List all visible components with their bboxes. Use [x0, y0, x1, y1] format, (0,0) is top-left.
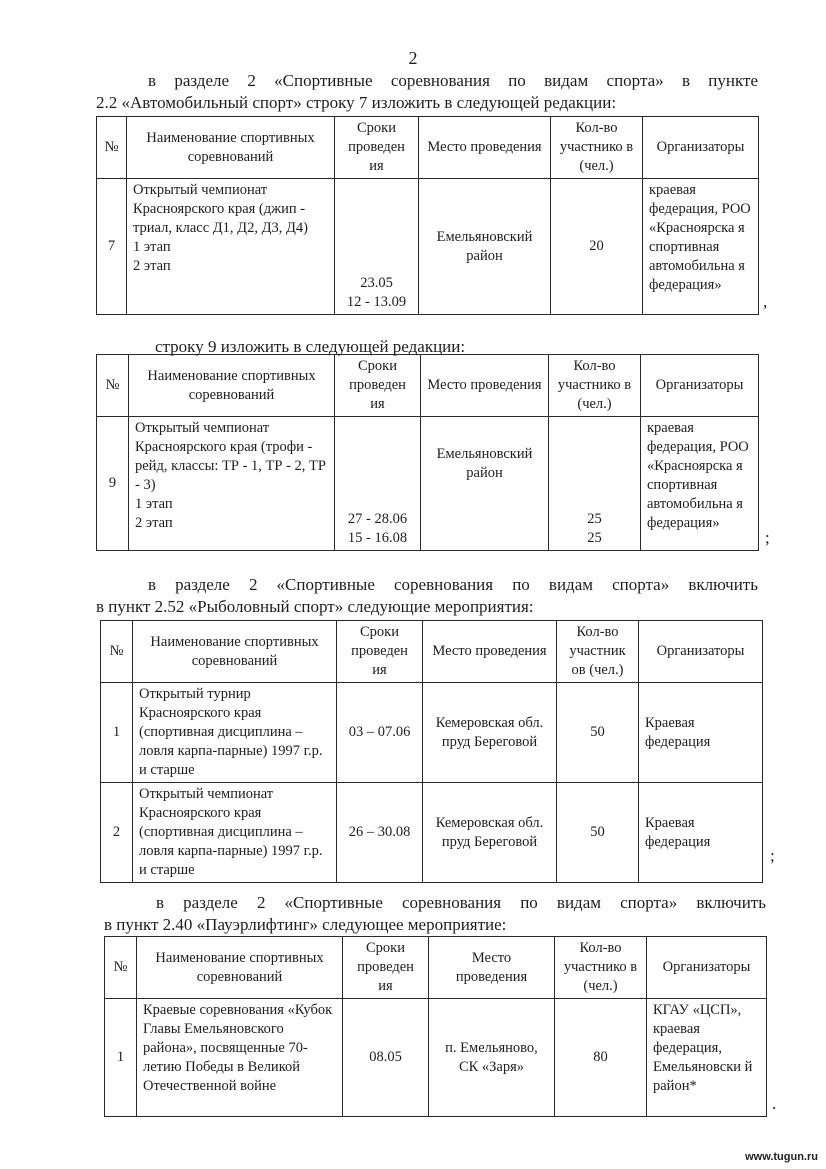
header-org: Организаторы: [647, 937, 767, 999]
cell-org: Краевая федерация: [639, 783, 763, 883]
table-header-row: [97, 117, 759, 179]
table-row: [97, 179, 759, 315]
header-org: Организаторы: [643, 117, 759, 179]
cell-count: 20: [551, 179, 643, 315]
header-org: Организаторы: [641, 355, 759, 417]
table-header-row: [105, 937, 767, 999]
cell-name: Открытый турнир Красноярского края (спортивная дисциплина – ловля карпа-парные) 1997 г.р. и старше: [133, 683, 337, 783]
intro-paragraph-4-line-1: в разделе 2 «Спортивные соревнования по видам спорта» включить: [156, 893, 766, 912]
table-header-row: [101, 621, 763, 683]
header-dates: Сроки проведен ия: [335, 355, 421, 417]
header-name: Наименование спортивных соревнований: [133, 621, 337, 683]
header-num: №: [101, 621, 133, 683]
cell-org: краевая федерация, РОО «Красноярска я спортивная автомобильна я федерация»: [641, 417, 759, 551]
cell-dates: 08.05: [343, 999, 429, 1117]
cell-num: 1: [105, 999, 137, 1117]
cell-org: Краевая федерация: [639, 683, 763, 783]
table-2-trailing-punctuation: ;: [765, 528, 770, 547]
intro-paragraph-4: [104, 892, 766, 936]
header-name: Наименование спортивных соревнований: [127, 117, 335, 179]
cell-name: Открытый чемпионат Красноярского края (трофи - рейд, классы: ТР - 1, ТР - 2, ТР - 3) 1 этап 2 этап: [129, 417, 335, 551]
header-num: №: [97, 117, 127, 179]
intro-paragraph-3-line-2: в пункт 2.52 «Рыболовный спорт» следующие мероприятия:: [96, 597, 534, 616]
cell-num: 1: [101, 683, 133, 783]
header-count: Кол-во участнико в (чел.): [555, 937, 647, 999]
cell-dates: 26 – 30.08: [337, 783, 423, 883]
page-number: 2: [408, 48, 418, 68]
table-row: [97, 417, 759, 551]
cell-place: п. Емельяново, СК «Заря»: [429, 999, 555, 1117]
header-count: Кол-во участнико в (чел.): [549, 355, 641, 417]
table-4-trailing-punctuation: .: [772, 1094, 777, 1113]
cell-org: КГАУ «ЦСП», краевая федерация, Емельяновски й район*: [647, 999, 767, 1117]
cell-num: 7: [97, 179, 127, 315]
header-name: Наименование спортивных соревнований: [137, 937, 343, 999]
header-dates: Сроки проведен ия: [337, 621, 423, 683]
intro-paragraph-3-line-1: в разделе 2 «Спортивные соревнования по видам спорта» включить: [148, 575, 758, 594]
table-fishing-sport: [100, 620, 763, 883]
table-row: [101, 783, 763, 883]
header-dates: Сроки проведен ия: [335, 117, 419, 179]
table-auto-sport-row-9: [96, 354, 759, 551]
cell-dates: 23.05 12 - 13.09: [335, 179, 419, 315]
table-3-trailing-punctuation: ;: [770, 846, 775, 865]
cell-name: Краевые соревнования «Кубок Главы Емельяновского района», посвященные 70-летию Победы в Великой Отечественной войне: [137, 999, 343, 1117]
table-row: [101, 683, 763, 783]
intro-paragraph-2: строку 9 изложить в следующей редакции:: [155, 337, 466, 356]
cell-count: 50: [557, 783, 639, 883]
table-1-trailing-punctuation: ,: [763, 292, 768, 311]
cell-num: 9: [97, 417, 129, 551]
header-num: №: [105, 937, 137, 999]
header-place: Место проведения: [421, 355, 549, 417]
cell-org: краевая федерация, РОО «Красноярска я спортивная автомобильна я федерация»: [643, 179, 759, 315]
table-header-row: [97, 355, 759, 417]
site-watermark: www.tugun.ru: [745, 1151, 818, 1163]
intro-paragraph-1-line-1: в разделе 2 «Спортивные соревнования по видам спорта» в пункте: [148, 71, 758, 90]
intro-paragraph-1-line-2: 2.2 «Автомобильный спорт» строку 7 изложить в следующей редакции:: [96, 93, 617, 112]
cell-name: Открытый чемпионат Красноярского края (спортивная дисциплина – ловля карпа-парные) 1997 г.р. и старше: [133, 783, 337, 883]
cell-num: 2: [101, 783, 133, 883]
table-row: [105, 999, 767, 1117]
cell-place: Емельяновский район: [419, 179, 551, 315]
intro-paragraph-4-line-2: в пункт 2.40 «Пауэрлифтинг» следующее мероприятие:: [104, 915, 507, 934]
cell-place: Кемеровская обл. пруд Береговой: [423, 783, 557, 883]
header-num: №: [97, 355, 129, 417]
header-name: Наименование спортивных соревнований: [129, 355, 335, 417]
header-org: Организаторы: [639, 621, 763, 683]
table-powerlifting: [104, 936, 767, 1117]
header-place: Место проведения: [419, 117, 551, 179]
cell-name: Открытый чемпионат Красноярского края (джип - триал, класс Д1, Д2, Д3, Д4) 1 этап 2 этап: [127, 179, 335, 315]
intro-paragraph-1: [96, 70, 758, 114]
cell-place: Емельяновский район: [421, 417, 549, 551]
cell-count: 50: [557, 683, 639, 783]
table-auto-sport-row-7: [96, 116, 759, 315]
header-count: Кол-во участнико в (чел.): [551, 117, 643, 179]
cell-dates: 27 - 28.06 15 - 16.08: [335, 417, 421, 551]
cell-dates: 03 – 07.06: [337, 683, 423, 783]
header-count: Кол-во участник ов (чел.): [557, 621, 639, 683]
header-place: Место проведения: [423, 621, 557, 683]
cell-count: 25 25: [549, 417, 641, 551]
cell-place: Кемеровская обл. пруд Береговой: [423, 683, 557, 783]
header-dates: Сроки проведен ия: [343, 937, 429, 999]
cell-count: 80: [555, 999, 647, 1117]
intro-paragraph-3: [96, 574, 758, 618]
header-place: Место проведения: [429, 937, 555, 999]
